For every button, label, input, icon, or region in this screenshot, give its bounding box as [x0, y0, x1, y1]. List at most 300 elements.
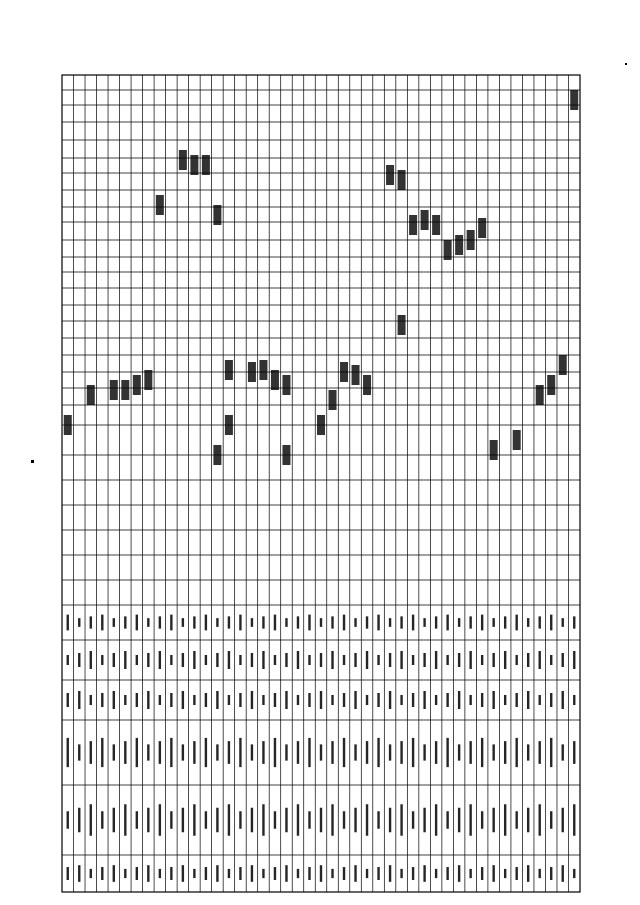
- cell-text-mark: [251, 653, 253, 667]
- cell-text-mark: [320, 618, 322, 627]
- cell-text-mark: [124, 869, 126, 878]
- cell-text-mark: [469, 651, 471, 669]
- stamped-entry: [202, 155, 210, 175]
- cell-text-mark: [366, 741, 368, 764]
- cell-text-mark: [354, 618, 356, 627]
- cell-text-mark: [469, 695, 471, 705]
- cell-text-mark: [170, 615, 172, 631]
- stamped-entry: [213, 205, 221, 225]
- cell-text-mark: [527, 653, 529, 667]
- cell-text-mark: [354, 808, 356, 833]
- cell-text-mark: [297, 695, 299, 705]
- cell-text-mark: [228, 651, 230, 669]
- cell-text-mark: [90, 869, 92, 878]
- cell-text-mark: [469, 741, 471, 764]
- cell-text-mark: [159, 804, 161, 836]
- cell-text-mark: [573, 741, 575, 764]
- cell-text-mark: [446, 655, 448, 665]
- cell-text-mark: [481, 655, 483, 665]
- cell-text-mark: [446, 615, 448, 631]
- cell-text-mark: [308, 738, 310, 767]
- cell-text-mark: [182, 744, 184, 760]
- stamped-entry: [282, 375, 290, 395]
- cell-text-mark: [492, 653, 494, 667]
- cell-text-mark: [251, 808, 253, 833]
- cell-text-mark: [67, 615, 69, 631]
- cell-text-mark: [274, 867, 276, 880]
- stamped-entry: [421, 210, 429, 230]
- cell-text-mark: [492, 744, 494, 760]
- cell-text-mark: [377, 693, 379, 707]
- stamped-entry: [536, 385, 544, 405]
- cell-text-mark: [492, 618, 494, 627]
- cell-text-mark: [550, 693, 552, 707]
- cell-text-mark: [515, 811, 517, 829]
- cell-text-mark: [251, 618, 253, 627]
- cell-text-mark: [515, 867, 517, 880]
- cell-text-mark: [285, 653, 287, 667]
- cell-text-mark: [239, 655, 241, 665]
- cell-text-mark: [539, 804, 541, 836]
- cell-text-mark: [90, 804, 92, 836]
- cell-text-mark: [297, 651, 299, 669]
- cell-text-mark: [205, 655, 207, 665]
- cell-text-mark: [469, 804, 471, 836]
- cell-text-mark: [573, 651, 575, 669]
- cell-text-mark: [147, 865, 149, 882]
- cell-text-mark: [170, 655, 172, 665]
- cell-text-mark: [400, 695, 402, 705]
- stamped-entry: [478, 218, 486, 238]
- cell-text-mark: [228, 741, 230, 764]
- cell-text-mark: [481, 738, 483, 767]
- cell-text-mark: [469, 869, 471, 878]
- cell-text-mark: [492, 808, 494, 833]
- cell-text-mark: [193, 651, 195, 669]
- cell-text-mark: [308, 615, 310, 631]
- cell-text-mark: [182, 691, 184, 709]
- cell-text-mark: [492, 691, 494, 709]
- cell-text-mark: [285, 691, 287, 709]
- cell-text-mark: [136, 655, 138, 665]
- stamped-entry: [225, 415, 233, 435]
- cell-text-mark: [435, 804, 437, 836]
- cell-text-mark: [216, 618, 218, 627]
- cell-text-mark: [182, 808, 184, 833]
- cell-text-mark: [124, 741, 126, 764]
- stamped-entry: [213, 445, 221, 465]
- cell-text-mark: [136, 738, 138, 767]
- cell-text-mark: [113, 808, 115, 833]
- stamped-entry: [547, 375, 555, 395]
- cell-text-mark: [366, 616, 368, 628]
- cell-text-mark: [262, 741, 264, 764]
- cell-text-mark: [423, 618, 425, 627]
- stamped-entry: [317, 415, 325, 435]
- cell-text-mark: [550, 811, 552, 829]
- cell-text-mark: [458, 653, 460, 667]
- cell-text-mark: [251, 744, 253, 760]
- stamped-entry: [282, 445, 290, 465]
- cell-text-mark: [481, 811, 483, 829]
- stamped-entry: [398, 170, 406, 190]
- cell-text-mark: [124, 695, 126, 705]
- cell-text-mark: [78, 808, 80, 833]
- cell-text-mark: [562, 618, 564, 627]
- cell-text-mark: [124, 616, 126, 628]
- cell-text-mark: [343, 867, 345, 880]
- cell-text-mark: [550, 655, 552, 665]
- stamped-entry: [156, 195, 164, 215]
- cell-text-mark: [562, 691, 564, 709]
- cell-text-mark: [170, 738, 172, 767]
- cell-text-mark: [228, 804, 230, 836]
- cell-text-mark: [147, 653, 149, 667]
- cell-text-mark: [400, 869, 402, 878]
- cell-text-mark: [274, 615, 276, 631]
- stamped-entry: [121, 380, 129, 400]
- cell-text-mark: [446, 693, 448, 707]
- cell-text-mark: [159, 869, 161, 878]
- stamped-entry: [398, 315, 406, 335]
- cell-text-mark: [193, 869, 195, 878]
- cell-text-mark: [527, 691, 529, 709]
- cell-text-mark: [377, 811, 379, 829]
- cell-text-mark: [331, 616, 333, 628]
- cell-text-mark: [504, 616, 506, 628]
- cell-text-mark: [481, 693, 483, 707]
- cell-text-mark: [562, 653, 564, 667]
- cell-text-mark: [423, 744, 425, 760]
- cell-text-mark: [492, 865, 494, 882]
- stamped-entry: [271, 370, 279, 390]
- cell-text-mark: [308, 693, 310, 707]
- cell-text-mark: [308, 655, 310, 665]
- cell-text-mark: [308, 811, 310, 829]
- cell-text-mark: [377, 655, 379, 665]
- stamped-entry: [225, 360, 233, 380]
- stamped-entry: [87, 385, 95, 405]
- cell-text-mark: [251, 691, 253, 709]
- cell-text-mark: [159, 651, 161, 669]
- cell-text-mark: [205, 738, 207, 767]
- cell-text-mark: [113, 744, 115, 760]
- cell-text-mark: [343, 693, 345, 707]
- cell-text-mark: [147, 808, 149, 833]
- cell-text-mark: [573, 869, 575, 878]
- cell-text-mark: [354, 865, 356, 882]
- cell-text-mark: [435, 616, 437, 628]
- cell-text-mark: [343, 738, 345, 767]
- cell-text-mark: [113, 691, 115, 709]
- stamped-entry: [363, 375, 371, 395]
- cell-text-mark: [366, 651, 368, 669]
- cell-text-mark: [573, 804, 575, 836]
- cell-text-mark: [550, 615, 552, 631]
- stamped-entry: [409, 215, 417, 235]
- cell-text-mark: [562, 744, 564, 760]
- cell-text-mark: [515, 693, 517, 707]
- cell-text-mark: [504, 869, 506, 878]
- cell-text-mark: [147, 618, 149, 627]
- cell-text-mark: [228, 616, 230, 628]
- cell-text-mark: [67, 811, 69, 829]
- cell-text-mark: [262, 869, 264, 878]
- table-border: [62, 75, 580, 892]
- cell-text-mark: [239, 738, 241, 767]
- cell-text-mark: [412, 867, 414, 880]
- cell-text-mark: [159, 741, 161, 764]
- cell-text-mark: [504, 695, 506, 705]
- stamped-entry: [259, 360, 267, 380]
- cell-text-mark: [320, 653, 322, 667]
- cell-text-mark: [331, 651, 333, 669]
- cell-text-mark: [274, 738, 276, 767]
- cell-text-mark: [216, 865, 218, 882]
- cell-text-mark: [182, 618, 184, 627]
- stamped-entry: [513, 430, 521, 450]
- cell-text-mark: [136, 811, 138, 829]
- cell-text-mark: [331, 869, 333, 878]
- cell-text-mark: [228, 695, 230, 705]
- cell-text-mark: [297, 804, 299, 836]
- cell-text-mark: [320, 865, 322, 882]
- cell-text-mark: [504, 804, 506, 836]
- stamped-entry: [144, 370, 152, 390]
- stamped-entry: [559, 355, 567, 375]
- cell-text-mark: [205, 811, 207, 829]
- cell-text-mark: [101, 867, 103, 880]
- cell-text-mark: [573, 616, 575, 628]
- cell-text-mark: [251, 865, 253, 882]
- cell-text-mark: [527, 865, 529, 882]
- cell-text-mark: [170, 867, 172, 880]
- cell-text-mark: [412, 693, 414, 707]
- cell-text-mark: [205, 693, 207, 707]
- cell-text-mark: [101, 811, 103, 829]
- cell-text-mark: [331, 741, 333, 764]
- cell-text-mark: [239, 615, 241, 631]
- cell-text-mark: [527, 808, 529, 833]
- cell-text-mark: [423, 865, 425, 882]
- cell-text-mark: [101, 655, 103, 665]
- cell-text-mark: [262, 695, 264, 705]
- cell-text-mark: [320, 808, 322, 833]
- cell-text-mark: [515, 615, 517, 631]
- cell-text-mark: [67, 693, 69, 707]
- cell-text-mark: [136, 693, 138, 707]
- cell-text-mark: [193, 741, 195, 764]
- cell-text-mark: [228, 869, 230, 878]
- cell-text-mark: [182, 653, 184, 667]
- cell-text-mark: [423, 653, 425, 667]
- cell-text-mark: [331, 804, 333, 836]
- cell-text-mark: [67, 867, 69, 880]
- cell-text-mark: [216, 808, 218, 833]
- cell-text-mark: [159, 695, 161, 705]
- cell-text-mark: [539, 616, 541, 628]
- cell-text-mark: [113, 618, 115, 627]
- cell-text-mark: [400, 651, 402, 669]
- cell-text-mark: [78, 865, 80, 882]
- cell-text-mark: [412, 615, 414, 631]
- cell-text-mark: [435, 869, 437, 878]
- cell-text-mark: [550, 738, 552, 767]
- cell-text-mark: [389, 618, 391, 627]
- stamped-entry: [467, 230, 475, 250]
- stamped-entry: [64, 415, 72, 435]
- stamped-entry: [329, 390, 337, 410]
- cell-text-mark: [262, 651, 264, 669]
- cell-text-mark: [458, 808, 460, 833]
- cell-text-mark: [481, 615, 483, 631]
- cell-text-mark: [458, 865, 460, 882]
- cell-text-mark: [435, 695, 437, 705]
- cell-text-mark: [205, 615, 207, 631]
- cell-text-mark: [90, 651, 92, 669]
- cell-text-mark: [308, 867, 310, 880]
- cell-text-mark: [366, 695, 368, 705]
- stamped-entry: [386, 165, 394, 185]
- cell-text-mark: [297, 616, 299, 628]
- cell-text-mark: [216, 744, 218, 760]
- cell-text-mark: [113, 653, 115, 667]
- cell-text-mark: [285, 808, 287, 833]
- cell-text-mark: [90, 741, 92, 764]
- cell-text-mark: [539, 869, 541, 878]
- cell-text-mark: [343, 655, 345, 665]
- stamped-entry: [352, 365, 360, 385]
- cell-text-mark: [389, 865, 391, 882]
- cell-text-mark: [159, 616, 161, 628]
- cell-text-mark: [67, 738, 69, 767]
- cell-text-mark: [469, 616, 471, 628]
- stamped-entry: [190, 155, 198, 175]
- stamped-entry: [432, 215, 440, 235]
- cell-text-mark: [400, 741, 402, 764]
- cell-text-mark: [101, 615, 103, 631]
- stamped-entry: [133, 375, 141, 395]
- cell-text-mark: [389, 808, 391, 833]
- stamped-entry: [444, 240, 452, 260]
- cell-text-mark: [400, 804, 402, 836]
- cell-text-mark: [67, 655, 69, 665]
- cell-text-mark: [239, 693, 241, 707]
- stamped-entry: [110, 380, 118, 400]
- cell-text-mark: [205, 867, 207, 880]
- cell-text-mark: [343, 811, 345, 829]
- cell-text-mark: [147, 691, 149, 709]
- cell-text-mark: [366, 869, 368, 878]
- cell-text-mark: [239, 811, 241, 829]
- cell-text-mark: [216, 653, 218, 667]
- cell-text-mark: [354, 653, 356, 667]
- cell-text-mark: [124, 804, 126, 836]
- cell-text-mark: [412, 811, 414, 829]
- cell-text-mark: [389, 691, 391, 709]
- cell-text-mark: [262, 616, 264, 628]
- cell-text-mark: [113, 865, 115, 882]
- cell-text-mark: [377, 738, 379, 767]
- stamped-entry: [248, 362, 256, 382]
- cell-text-mark: [539, 695, 541, 705]
- cell-text-mark: [400, 616, 402, 628]
- cell-text-mark: [274, 693, 276, 707]
- cell-text-mark: [573, 695, 575, 705]
- cell-text-mark: [458, 691, 460, 709]
- cell-text-mark: [539, 651, 541, 669]
- cell-text-mark: [124, 651, 126, 669]
- cell-text-mark: [193, 616, 195, 628]
- cell-text-mark: [285, 865, 287, 882]
- cell-text-mark: [412, 738, 414, 767]
- cell-text-mark: [423, 808, 425, 833]
- cell-text-mark: [504, 741, 506, 764]
- cell-text-mark: [78, 618, 80, 627]
- cell-text-mark: [101, 693, 103, 707]
- cell-text-mark: [136, 867, 138, 880]
- cell-text-mark: [262, 804, 264, 836]
- cell-text-mark: [343, 615, 345, 631]
- cell-text-mark: [515, 655, 517, 665]
- cell-text-mark: [423, 691, 425, 709]
- cell-text-mark: [285, 618, 287, 627]
- cell-text-mark: [90, 616, 92, 628]
- cell-text-mark: [435, 651, 437, 669]
- cell-text-mark: [101, 738, 103, 767]
- cell-text-mark: [274, 811, 276, 829]
- cell-text-mark: [446, 738, 448, 767]
- cell-text-mark: [515, 738, 517, 767]
- stamped-entry: [490, 440, 498, 460]
- cell-text-mark: [435, 741, 437, 764]
- cell-text-mark: [377, 615, 379, 631]
- cell-text-mark: [193, 804, 195, 836]
- cell-text-mark: [331, 695, 333, 705]
- cell-text-mark: [389, 744, 391, 760]
- stamped-entry: [340, 362, 348, 382]
- cell-text-mark: [504, 651, 506, 669]
- cell-text-mark: [320, 744, 322, 760]
- cell-text-mark: [239, 867, 241, 880]
- cell-text-mark: [446, 811, 448, 829]
- cell-text-mark: [274, 655, 276, 665]
- cell-text-mark: [550, 867, 552, 880]
- cell-text-mark: [78, 691, 80, 709]
- cell-text-mark: [562, 865, 564, 882]
- cell-text-mark: [389, 653, 391, 667]
- stamped-entry: [455, 235, 463, 255]
- cell-text-mark: [446, 867, 448, 880]
- cell-text-mark: [562, 808, 564, 833]
- cell-text-mark: [412, 655, 414, 665]
- cell-text-mark: [354, 691, 356, 709]
- stamped-entry: [179, 150, 187, 170]
- cell-text-mark: [182, 865, 184, 882]
- cell-text-mark: [170, 811, 172, 829]
- cell-text-mark: [170, 693, 172, 707]
- cell-text-mark: [297, 869, 299, 878]
- cell-text-mark: [320, 691, 322, 709]
- cell-text-mark: [377, 867, 379, 880]
- cell-text-mark: [193, 695, 195, 705]
- cell-text-mark: [458, 618, 460, 627]
- cell-text-mark: [527, 618, 529, 627]
- cell-text-mark: [297, 741, 299, 764]
- cell-text-mark: [147, 744, 149, 760]
- cell-text-mark: [481, 867, 483, 880]
- cell-text-mark: [354, 744, 356, 760]
